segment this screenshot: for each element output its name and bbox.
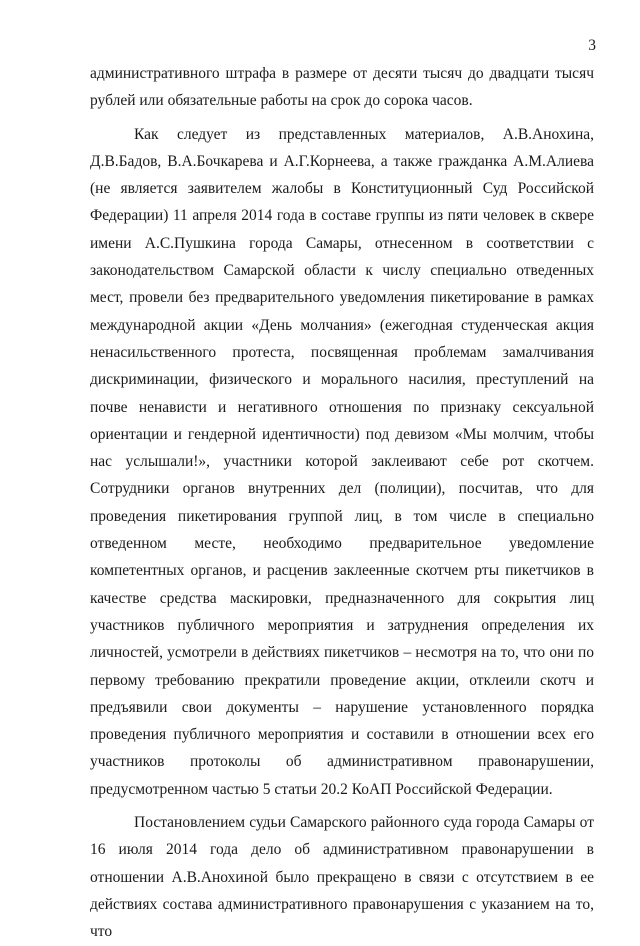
document-body xyxy=(90,60,594,946)
page-number: 3 xyxy=(588,37,596,54)
paragraph: Постановлением судьи Самарского районного суда города Самары от 16 июля 2014 года дело об административном правонарушении в отношении А.В.Анохиной было прекращено в связи с отсутствием в ее действиях состава административного правонарушения с указанием на то, что xyxy=(90,814,594,941)
paragraph: Как следует из представленных материалов, А.В.Анохина, Д.В.Бадов, В.А.Бочкарева и А.Г.Корнеева, а также гражданка А.М.Алиева (не является заявителем жалобы в Конституционный Суд Российской Федерации) 11 апреля 2014 года в составе группы из пяти человек в сквере имени А.С.Пушкина города Самары, отнесенном в соответствии с законодательством Самарской области к числу специально отведенных мест, провели без предварительного уведомления пикетирование в рамках международной акции «День молчания» (ежегодная студенческая акция ненасильственного протеста, посвященная проблемам замалчивания дискриминации, физического и морального насилия, преступлений на почве ненависти и негативного отношения по признаку сексуальной ориентации и гендерной идентичности) под девизом «Мы молчим, чтобы нас услышали!», участники которой заклеивают себе рот скотчем. Сотрудники органов внутренних дел (полиции), посчитав, что для проведения пикетирования группой лиц, в том числе в специально отведенном месте, необходимо предварительное уведомление компетентных органов, и расценив заклеенные скотчем рты пикетчиков в качестве средства маскировки, предназначенного для сокрытия лиц участников публичного мероприятия и затруднения определения их личностей, усмотрели в действиях пикетчиков – несмотря на то, что они по первому требованию прекратили проведение акции, отклеили скотч и предъявили свои документы – нарушение установленного порядка проведения публичного мероприятия и составили в отношении всех его участников протоколы об административном правонарушении, предусмотренном частью 5 статьи 20.2 КоАП Российской Федерации. xyxy=(90,125,594,798)
paragraph: административного штрафа в размере от десяти тысяч до двадцати тысяч рублей или обязательные работы на срок до сорока часов. xyxy=(90,65,594,110)
